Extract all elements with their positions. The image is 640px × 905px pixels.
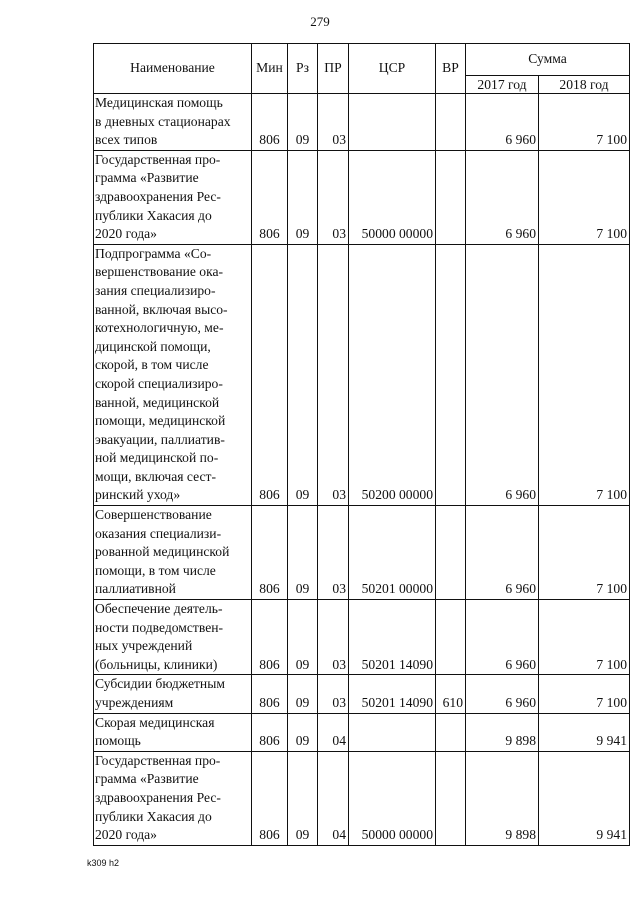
header-vr: ВР	[436, 44, 466, 94]
table-row	[94, 751, 630, 845]
row-min: 806	[252, 506, 288, 600]
table-row	[94, 675, 630, 713]
row-pr: 03	[318, 150, 349, 244]
row-min: 806	[252, 751, 288, 845]
table-row	[94, 600, 630, 675]
row-name-line: Медицинская помощь	[95, 95, 223, 110]
row-rz: 09	[288, 94, 318, 151]
row-name-line: 2020 года»	[95, 226, 157, 242]
row-name	[94, 675, 252, 713]
row-name-line: помощи, в том числе	[95, 562, 216, 578]
row-name-line: помощь	[95, 733, 141, 749]
row-name-line: дицинской помощи,	[95, 338, 211, 354]
row-name	[94, 600, 252, 675]
row-csr	[349, 94, 436, 151]
row-rz: 09	[288, 713, 318, 751]
row-name-line: ванной, медицинской	[95, 394, 220, 410]
row-name	[94, 506, 252, 600]
row-name-line: вершенствование ока-	[95, 264, 224, 280]
row-csr: 50201 14090	[349, 675, 436, 713]
row-name-line: Подпрограмма «Со-	[95, 245, 212, 261]
row-min: 806	[252, 94, 288, 151]
row-name-line: оказания специализи-	[95, 525, 222, 541]
row-sum-2017: 6 960	[466, 150, 539, 244]
row-name-line: публики Хакасия до	[95, 808, 212, 824]
row-pr: 04	[318, 713, 349, 751]
row-name	[94, 94, 252, 151]
row-sum-2018: 9 941	[539, 751, 630, 845]
row-min: 806	[252, 244, 288, 505]
row-name-line: в дневных стационарах	[95, 113, 231, 129]
row-name-line: мощи, включая сест-	[95, 468, 216, 484]
row-pr: 03	[318, 675, 349, 713]
row-name-line: Скорая медицинская	[95, 714, 215, 730]
row-sum-2018: 7 100	[539, 94, 630, 151]
row-sum-2017: 6 960	[466, 94, 539, 151]
row-csr: 50200 00000	[349, 244, 436, 505]
row-min: 806	[252, 675, 288, 713]
table-row	[94, 150, 630, 244]
row-pr: 03	[318, 94, 349, 151]
footer-code: k309 h2	[87, 858, 120, 868]
row-rz: 09	[288, 600, 318, 675]
table-row	[94, 94, 630, 151]
header-csr: ЦСР	[349, 44, 436, 94]
row-sum-2018: 9 941	[539, 713, 630, 751]
page-number: 279	[310, 14, 330, 29]
header-pr: ПР	[318, 44, 349, 94]
row-sum-2018: 7 100	[539, 675, 630, 713]
row-name-line: ных учреждений	[95, 638, 193, 654]
row-sum-2017: 9 898	[466, 713, 539, 751]
row-rz: 09	[288, 244, 318, 505]
row-name	[94, 150, 252, 244]
row-name	[94, 713, 252, 751]
row-csr: 50201 14090	[349, 600, 436, 675]
row-name-line: ной медицинской по-	[95, 450, 219, 466]
budget-table	[93, 43, 630, 846]
header-min: Мин	[252, 44, 288, 94]
row-name-line: здравоохранения Рес-	[95, 789, 221, 805]
row-pr: 03	[318, 600, 349, 675]
row-name-line: котехнологичную, ме-	[95, 320, 224, 336]
row-name-line: Государственная про-	[95, 752, 221, 768]
row-csr: 50000 00000	[349, 150, 436, 244]
header-year-2017: 2017 год	[466, 76, 539, 94]
row-name-line: Совершенствование	[95, 507, 212, 523]
row-pr: 04	[318, 751, 349, 845]
row-vr	[436, 506, 466, 600]
row-name-line: грамма «Развитие	[95, 170, 199, 186]
row-name-line: учреждениям	[95, 695, 174, 710]
row-sum-2018: 7 100	[539, 150, 630, 244]
row-name-line: зания специализиро-	[95, 282, 216, 298]
table-row	[94, 506, 630, 600]
row-csr: 50201 00000	[349, 506, 436, 600]
row-vr	[436, 94, 466, 151]
row-name-line: 2020 года»	[95, 827, 157, 843]
row-name-line: здравоохранения Рес-	[95, 188, 221, 204]
row-rz: 09	[288, 506, 318, 600]
row-name-line: всех типов	[95, 132, 158, 148]
row-name-line: помощи, медицинской	[95, 413, 226, 429]
row-min: 806	[252, 600, 288, 675]
table-row	[94, 713, 630, 751]
row-pr: 03	[318, 506, 349, 600]
table-body	[94, 94, 630, 846]
row-vr	[436, 713, 466, 751]
row-name-line: ринский уход»	[95, 487, 181, 503]
row-vr	[436, 244, 466, 505]
row-min: 806	[252, 150, 288, 244]
row-name-line: эвакуации, паллиатив-	[95, 431, 225, 447]
row-sum-2017: 6 960	[466, 600, 539, 675]
row-rz: 09	[288, 751, 318, 845]
row-vr: 610	[436, 675, 466, 713]
row-sum-2018: 7 100	[539, 506, 630, 600]
row-vr	[436, 600, 466, 675]
table-header	[94, 44, 630, 94]
row-name-line: ности подведомствен-	[95, 619, 224, 635]
row-name	[94, 751, 252, 845]
row-sum-2018: 7 100	[539, 600, 630, 675]
row-sum-2017: 6 960	[466, 244, 539, 505]
row-vr	[436, 150, 466, 244]
row-sum-2017: 9 898	[466, 751, 539, 845]
row-sum-2017: 6 960	[466, 675, 539, 713]
row-name-line: ванной, включая высо-	[95, 301, 228, 317]
row-name-line: грамма «Развитие	[95, 771, 199, 787]
row-name-line: скорой, в том числе	[95, 357, 209, 373]
row-vr	[436, 751, 466, 845]
table-row	[94, 244, 630, 505]
row-name-line: рованной медицинской	[95, 544, 230, 560]
row-sum-2017: 6 960	[466, 506, 539, 600]
row-pr: 03	[318, 244, 349, 505]
row-name-line: (больницы, клиники)	[95, 656, 218, 672]
row-name-line: публики Хакасия до	[95, 207, 212, 223]
row-rz: 09	[288, 150, 318, 244]
header-name: Наименование	[94, 44, 252, 94]
row-name-line: паллиативной	[95, 581, 176, 597]
row-csr: 50000 00000	[349, 751, 436, 845]
row-name-line: Обеспечение деятель-	[95, 601, 223, 617]
row-name	[94, 244, 252, 505]
row-rz: 09	[288, 675, 318, 713]
header-sum: Сумма	[466, 44, 630, 76]
header-year-2018: 2018 год	[539, 76, 630, 94]
row-name-line: Государственная про-	[95, 151, 221, 167]
row-name-line: Субсидии бюджетным	[95, 676, 225, 692]
row-csr	[349, 713, 436, 751]
row-min: 806	[252, 713, 288, 751]
header-rz: Рз	[288, 44, 318, 94]
row-sum-2018: 7 100	[539, 244, 630, 505]
row-name-line: скорой специализиро-	[95, 375, 223, 391]
